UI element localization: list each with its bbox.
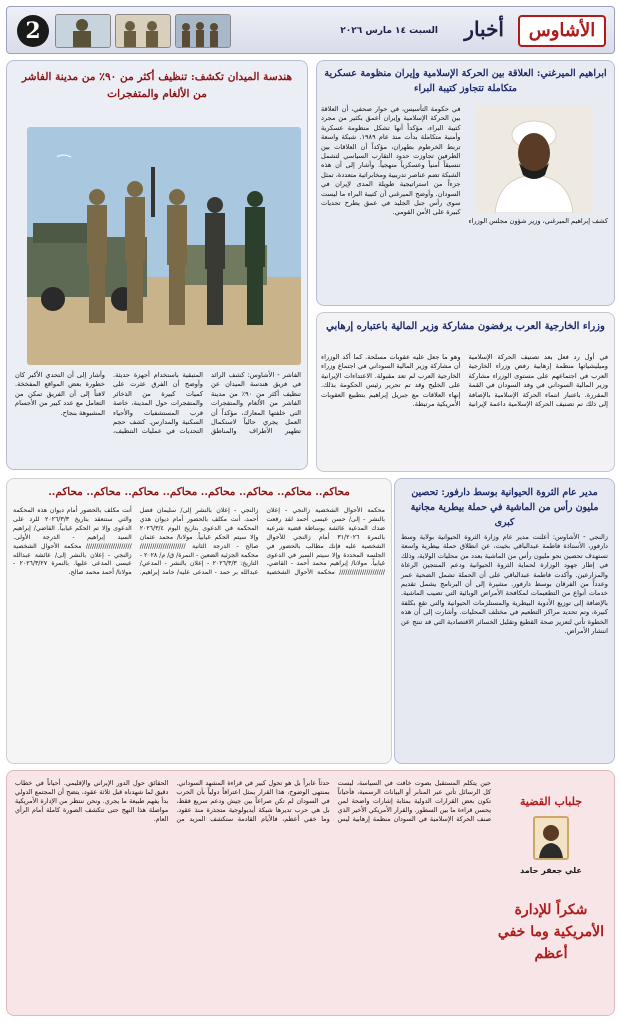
column-name: جلباب القضية [519, 795, 583, 808]
article-livestock-headline: مدير عام الثروة الحيوانية بوسط دارفور: تحصين مليون رأس من الماشية في حملة بيطرية مجانية كبرى [410, 487, 599, 528]
page-number: 2 [17, 15, 49, 47]
opinion-title: شكراً للإدارة الأمريكية وما خفي أعظم [497, 902, 605, 962]
article-field-headline: هندسة الميدان تكشف: تنظيف أكثر من ٩٠٪ من مدينة الفاشر من الألغام والمتفجرات [21, 71, 293, 100]
opinion-sidebar [494, 777, 608, 1011]
article-field-engineering [6, 60, 308, 470]
opinion-column [6, 770, 615, 1016]
newspaper-logo: الأشاوس [518, 15, 606, 47]
masthead-thumbnails [55, 14, 231, 48]
article-ministers-body: في أول رد فعل بعد تصنيف الحركة الإسلامية وميليشياتها منظمة إرهابية رفض وزراء الخارجية العرب في اجتماعهم على مستوى الوزراء مشاركة وزير المالية السوداني في وفد السودان في القمة المقررة. باعتبار انتماء الحركة الإسلامية بالإضافة إلى ذلك تم تصنيف الحركة الإسلامية داعمة لإيرانية وهو ما جعل عليه عقوبات مسلحة. كما أكد الوزراء أن مشاركة وزير المالية السوداني في اجتماع وزراء الخارجية العرب لم تعد مقبولة. الاعتداءات الإيرانية على الخليج وقد تم تحرير رئيس الحكومة بذلك. إنهاء العلاقات مع جبريل إبراهيم بتطبيع العقوبات الأمريكية مرتبطة. [321, 353, 608, 409]
court-notices-body: محكمة الأحوال الشخصية زالنجي - إعلان بالنشر - إلى/ حسن عيسى أحمد لقد رفعت ضدك المدعية عائشة بوساطة قضية شرعية بالنمرة ٣١/٢٠٢٦ أمام زالنجي للأحوال الشخصية عليه فإنك مطالب بالحضور في الجلسة المحددة وإلا سيتم السير في الدعوى غيابياً. مولانا/ إبراهيم محمد أحمد - القاضي. ////////////////////// محكمة الأحوال الشخصية زالنجي - إعلان بالنشر إلى/ سليمان فضل أحمد، أنت مكلف بالحضور أمام ديوان هذي المحكمة في الدعوى بتاريخ اليوم ٢٠٢٦/٣/٤ وإلا سيتم الحكم غيابياً. مولانا/ محمد عثمان صالح - الدرجة الثانية ////////////////////// محكمة الجزئية الضعين - النمرة/ ق/ م/ ٢٠٢٨ - التاريخ: ٢٠٢٦/٣/٣ - إعلان بالنشر - المدعي/ عبدالله بر حمد - المدعى عليه/ حامد إبراهيم. أنت مكلف بالحضور أمام ديوان هذه المحكمة والتي ستنعقد بتاريخ ٢٠٢٦/٣/٣ للرد على الدعوى وإلا تم الحكم غيابياً. القاضي/ إبراهيم السيد إبراهيم - الدرجة الأولى. ////////////////////// محكمة الأحوال الشخصية زالنجي - إعلان بالنشر إلى/ عائشة عبدالله عيسى المدعى عليها. بالنمرة ٢٠٢٦/٣/٢٧ - مولانا/ أحمد محمد صالح. [13, 507, 385, 577]
article-ibrahim-headline: ابراهيم الميرغني: العلاقة بين الحركة الإسلامية وإيران منظومة عسكرية متكاملة تتجاوز كتيبة البراء [324, 68, 607, 94]
opinion-body: حين يتكلم المستقبل بصوت خافت في السياسة، ليست كل الرسائل تأتي عبر المنابر أو البيانات الرسمية، فأحياناً تكون بعض القرارات الدولية بمثابة إشارات واضحة لمن يحسن قراءة ما بين السطور. والقرار الأمريكي الأخير الذي صنف الحركة الإسلامية في السودان منظمة إرهابية ليس حدثاً عابراً بل هو تحول كبير في قراءة المشهد السوداني. بمنتهى الوضوح، هذا القرار يمثل اعترافاً دولياً بأن الحرب في السودان لم تكن صراعاً بين جيش ودعم سريع فقط، بل هي حرب تديرها شبكة أيديولوجية متجذرة منذ عقود. وما خفي أعظم، فالأيام القادمة ستكشف المزيد من الحقائق حول الدور الإيراني والإقليمي. أحياناً في خطاب دقيق لما شهدناه قبل ثلاثة عقود، يتضح أن المجتمع الدولي بدأ يفهم طبيعة ما يجري. ونحن ننتظر من الإدارة الأمريكية مواصلة هذا النهج حتى تتكشف الصورة كاملة أمام الرأي العام. [15, 779, 491, 824]
article-ministers [316, 312, 615, 472]
court-notices-banner: محاكم.. محاكم.. محاكم.. محاكم.. محاكم.. محاكم.. محاكم.. محاكم.. [48, 486, 350, 498]
author-name: علي جعفر حامد [520, 866, 582, 875]
issue-date: السبت ١٤ مارس ٢٠٢٦ [340, 26, 438, 36]
article-livestock-body: زالنجي - الأشاوس: أعلنت مدير عام وزارة الثروة الحيوانية بولاية وسط دارفور، الأستاذة فاطمة عبدالباقي بخيت، عن انطلاق حملة بيطرية واسعة تستهدف تحصين نحو مليون رأس من الماشية بعدد من محليات الولاية، وذلك في إطار جهود الوزارة لحماية الثروة الحيوانية ودعم المنتجين الرعاة والمزارعين. وأكدت فاطمة عبدالباقي على أن الحملة تشمل الضحية عمر وعدداً من الفرقان بوسط دارفور. مشيرة إلى أن البرنامج يشمل تقديم خدمات أنواع من التطعيمات لمكافحة الأمراض الوبائية التي تصيب الماشية. بالإضافة إلى توزيع الأدوية البيطرية والمستلزمات الحيوانية والتي تقع بكلفة كبيرة، وتم تحديد مراكز التطعيم في مختلف المحليات. وأشارت إلى أن هذه الخطوة تأتي لتعزيز صحة القطيع وتقليل الخسائر الاقتصادية التي قد تنتج عن انتشار الأمراض. [401, 533, 608, 636]
court-notices [6, 478, 392, 764]
article-ministers-headline: وزراء الخارجية العرب يرفضون مشاركة وزير المالية باعتباره إرهابي [326, 321, 605, 332]
author-photo [533, 816, 569, 860]
article-ibrahim-body-wrap [321, 105, 608, 301]
portrait-photo [475, 105, 593, 213]
section-title: أخبار [464, 17, 504, 41]
article-ibrahim [316, 60, 615, 306]
article-livestock [394, 478, 615, 764]
article-field-body: الفاشر - الأشاوس: كشف الرائد في فريق هندسة الميدان عن تنظيف أكثر من ٩٠٪ من مدينة الفاشر من الألغام والمتفجرات التي خلفتها المعارك، مؤكداً أن العمل يجري حالياً لاستكمال تطهير الأطراف والمناطق المتبقية باستخدام أجهزة حديثة. وأوضح أن الفرق عثرت على كميات كبيرة من الذخائر والمتفجرات حول المدينة، خاصة قرب المستشفيات والأحياء السكنية والمدارس. كشف حجم التحديات في عمليات التنظيف، وأشار إلى أن التحدي الأكبر كان خطورة بعض المواقع المفخخة. لافتاً إلى أن الفريق تمكن من التعامل مع عدد كبير من الأجسام المشبوهة بنجاح. [15, 371, 301, 436]
thumbnail-photo-officials [115, 14, 171, 48]
masthead [6, 6, 615, 54]
thumbnail-photo-officer [55, 14, 111, 48]
article-ibrahim-body: كشف إبراهيم الميرغني، وزير شؤون مجلس الوزراء في حكومة التأسيس، في حوار صحفي، أن العلاقة بين الحركة الإسلامية وإيران أعمق بكثير من مجرد كتيبة البراء، مؤكداً أنها تشكل منظومة عسكرية وأمنية متكاملة بدأت منذ عام ١٩٨٩. شبكة واسعة تربط الخرطوم بطهران، مؤكداً أن العلاقات بين الطرفين تجاوزت حدود التقارب السياسي لتشمل تنسيقاً أمنياً وعسكرياً منهجياً. وأشار إلى أن هذه الشبكة تضم عناصر تدريبية ومخابراتية متعددة، تمثل جزءاً من استراتيجية طويلة المدى لإيران في السودان. وأوضح الميرغني أن كتيبة البراء ما ليست سوى رأس جبل الجليد في عمق يطرح تحديات كبيرة على الأمن القومي. [321, 105, 608, 225]
soldiers-photo [27, 127, 301, 365]
thumbnail-photo-group [175, 14, 231, 48]
